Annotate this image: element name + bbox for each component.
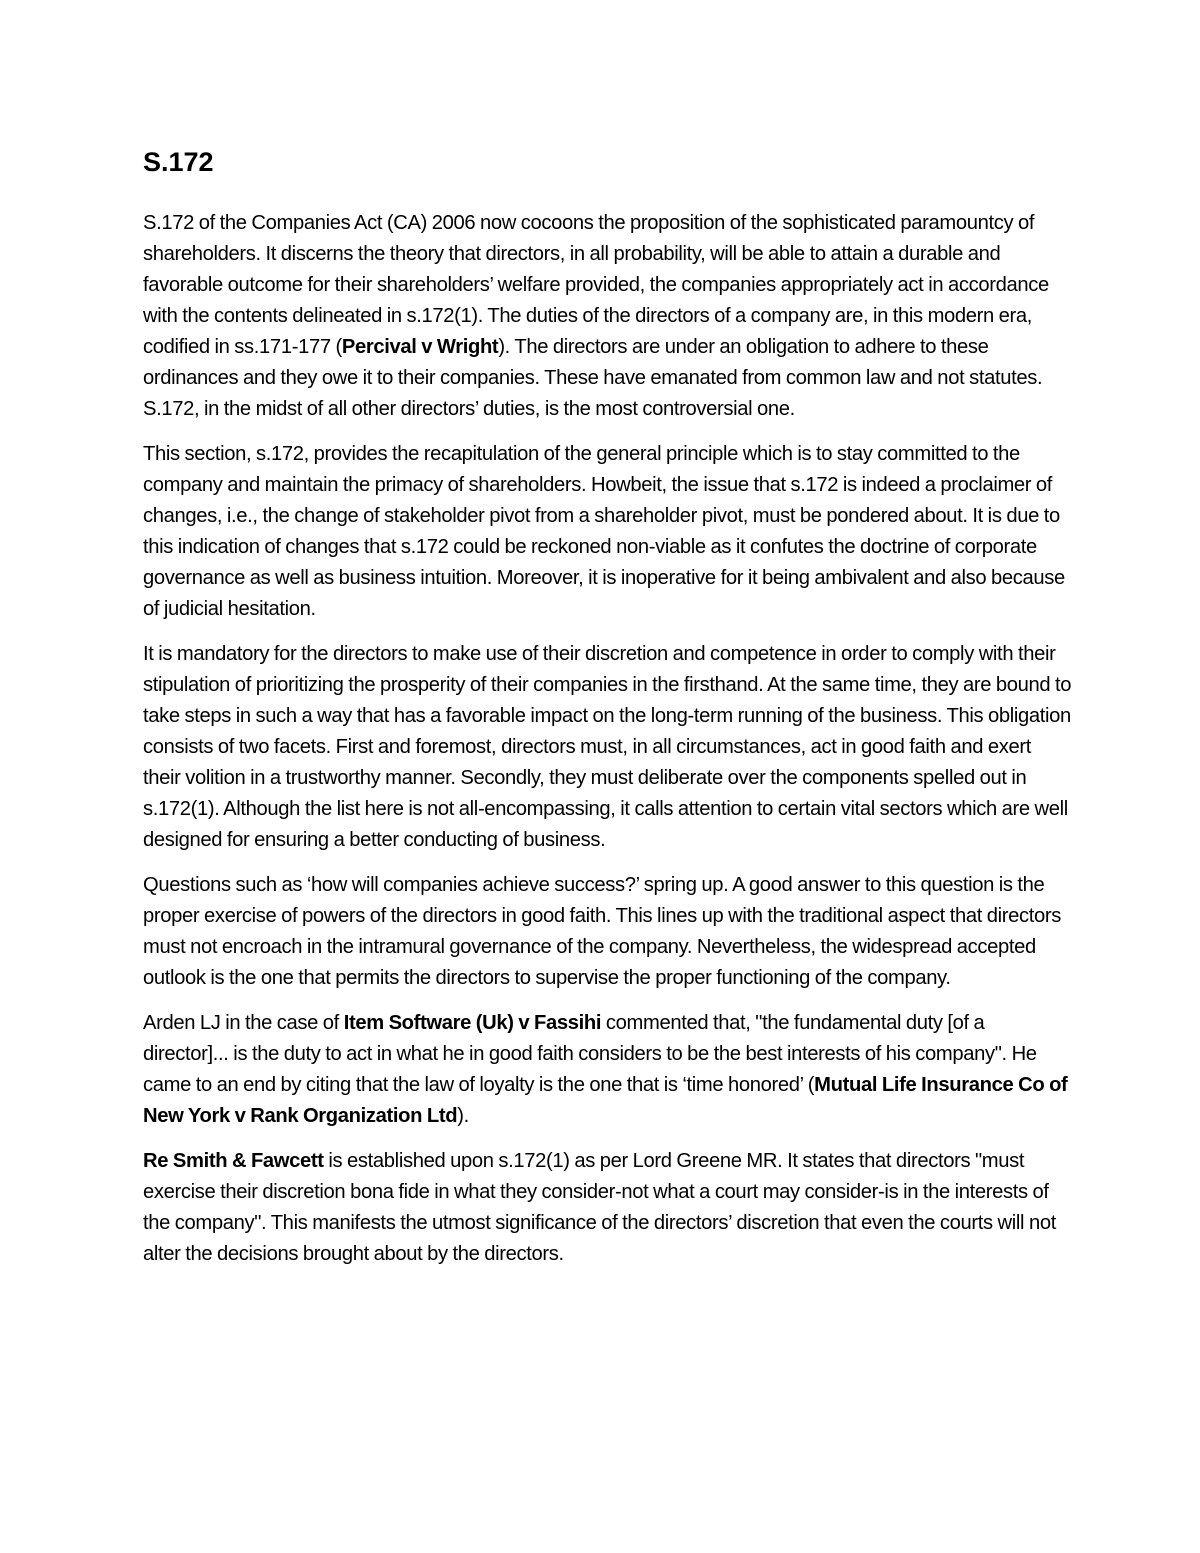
paragraph-1-text-2: ). The directors are under an obligation to adhere to these ordinances and they owe it to their companies. These have emanated from common law and not statutes. S.172, in the midst of all other directors’ duties, is the most controversial one. [143, 336, 1043, 420]
case-name-percival-v-wright: Percival v Wright [341, 336, 499, 358]
paragraph-5-text-1: Arden LJ in the case of [143, 1012, 344, 1034]
paragraph-1-text-1: S.172 of the Companies Act (CA) 2006 now cocoons the proposition of the sophisticated paramountcy of shareholders. It discerns the theory that directors, in all probability, will be able to attain a durable and favorable outcome for their shareholders’ welfare provided, the companies appropriately act in accordance with the contents delineated in s.172(1). The duties of the directors of a company are, in this modern era, codified in ss.171-177 ( [143, 212, 1049, 358]
paragraph-3-text: It is mandatory for the directors to make use of their discretion and competence in order to comply with their stipulation of prioritizing the prosperity of their companies in the firsthand. At the same time, they are bound to take steps in such a way that has a favorable impact on the long-term running of the business. This obligation consists of two facets. First and foremost, directors must, in all circumstances, act in good faith and exert their volition in a trustworthy manner. Secondly, they must deliberate over the components spelled out in s.172(1). Although the list here is not all-encompassing, it calls attention to certain vital sectors which are well designed for ensuring a better conducting of business. [143, 643, 1072, 851]
document-page [143, 140, 1073, 1284]
paragraph-6 [143, 1146, 1073, 1270]
paragraph-4-text: Questions such as ‘how will companies achieve success?’ spring up. A good answer to this question is the proper exercise of powers of the directors in good faith. This lines up with the traditional aspect that directors must not encroach in the intramural governance of the company. Nevertheless, the widespread accepted outlook is the one that permits the directors to supervise the proper functioning of the company. [143, 874, 1061, 989]
paragraph-2 [143, 439, 1073, 625]
case-name-re-smith-and-fawcett: Re Smith & Fawcett [143, 1150, 324, 1172]
paragraph-1 [143, 208, 1073, 425]
paragraph-5 [143, 1008, 1073, 1132]
case-name-mutual-life-insurance: Mutual Life Insurance Co of New York v Rank Organization Ltd [143, 1074, 1068, 1127]
paragraph-4 [143, 870, 1073, 994]
paragraph-5-text-3: ). [457, 1105, 469, 1127]
paragraph-3 [143, 639, 1073, 856]
paragraph-6-text: is established upon s.172(1) as per Lord Greene MR. It states that directors "must exercise their discretion bona fide in what they consider-not what a court may consider-is in the interests of the company". This manifests the utmost significance of the directors’ discretion that even the courts will not alter the decisions brought about by the directors. [143, 1150, 1056, 1265]
paragraph-5-text-2: commented that, "the fundamental duty [of a director]... is the duty to act in what he in good faith considers to be the best interests of his company". He came to an end by citing that the law of loyalty is the one that is ‘time honored’ ( [143, 1012, 1037, 1096]
case-name-item-software-v-fassihi: Item Software (Uk) v Fassihi [343, 1012, 602, 1034]
document-title: S.172 [143, 147, 214, 177]
paragraph-2-text: This section, s.172, provides the recapitulation of the general principle which is to stay committed to the company and maintain the primacy of shareholders. Howbeit, the issue that s.172 is indeed a proclaimer of changes, i.e., the change of stakeholder pivot from a shareholder pivot, must be pondered about. It is due to this indication of changes that s.172 could be reckoned non-viable as it confutes the doctrine of corporate governance as well as business intuition. Moreover, it is inoperative for it being ambivalent and also because of judicial hesitation. [143, 443, 1065, 620]
